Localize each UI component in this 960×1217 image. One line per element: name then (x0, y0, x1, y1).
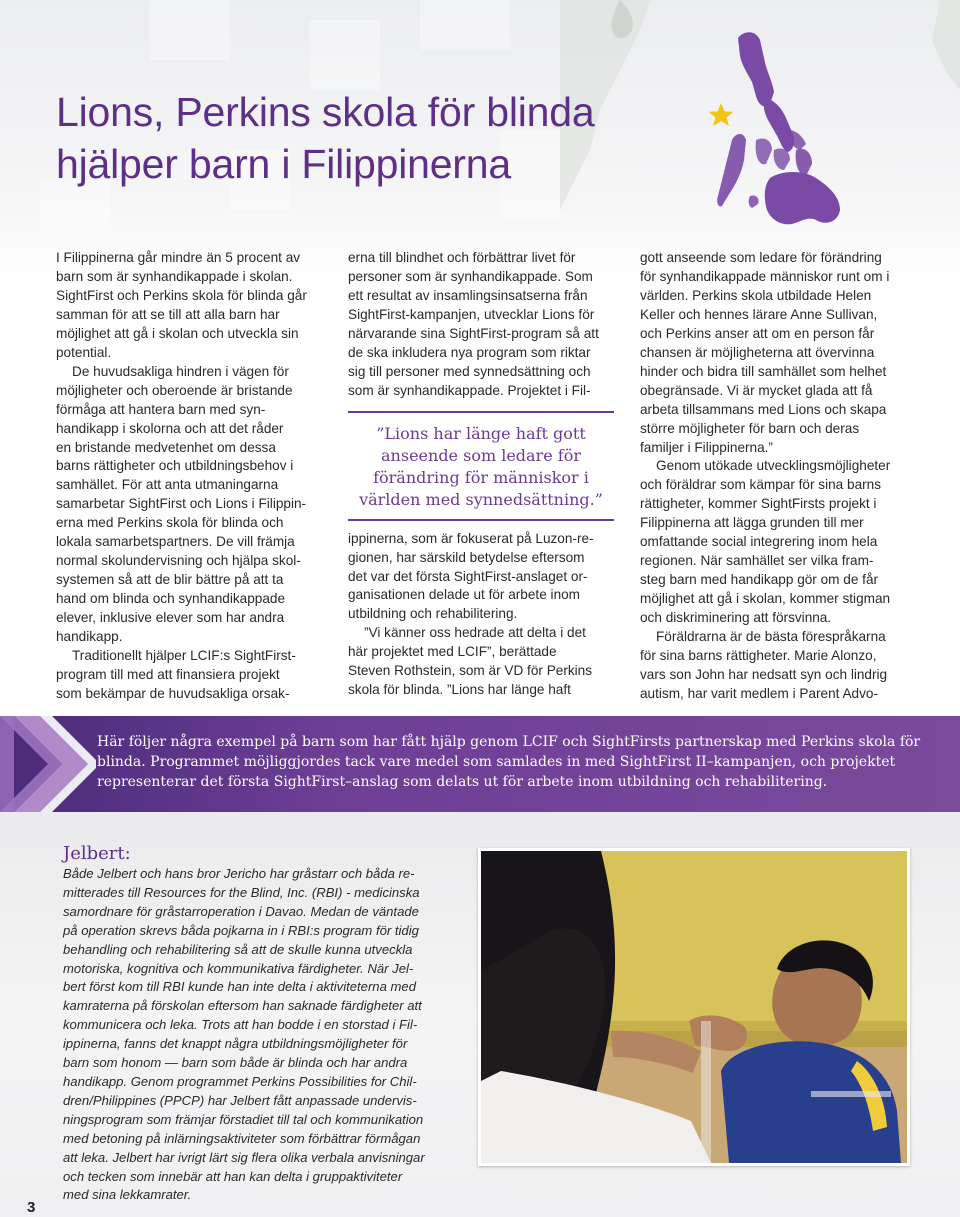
col2-line: gionen, har särskild betydelse eftersom (348, 549, 585, 565)
col2-line: skola för blinda. ”Lions har länge haft (348, 682, 571, 698)
col1-line: systemen så att de blir bättre på att ta (56, 572, 284, 588)
case-line: barn som honom — barn som både är blinda och har andra (63, 1055, 408, 1071)
col2-line: sig till personer med synnedsättning och (348, 363, 591, 379)
col1-line: handikapp. (56, 629, 123, 645)
case-line: samordnare för gråstarroperation i Davao. Medan de väntade (63, 903, 419, 919)
col1-line: barns rättigheter och utbildningsbehov i (56, 458, 294, 474)
col2-line: de ska inkludera nya program som riktar (348, 344, 591, 360)
col3-line: autism, har varit medlem i Parent Advo- (640, 685, 878, 701)
case-line: handikapp. Genom programmet Perkins Possibilities for Chil- (63, 1073, 417, 1089)
pull-quote-line: världen med synnedsättning.” (359, 489, 603, 509)
star-icon (709, 103, 734, 126)
band-line: representerar det första SightFirst–anslag som delats ut för arbete inom utbildning och rehabilitering. (97, 774, 828, 790)
case-line: kommunicera och leka. Trots att han bodde i en storstad i Fil- (63, 1017, 418, 1033)
col3-line: större möjligheter för barn och deras (640, 420, 860, 436)
col2-line: ett resultat av insamlingsinsatserna från (348, 287, 588, 303)
band-line: blinda. Programmet möjliggjordes tack vare medel som samlades in med SightFirst II–kampanjen, och projektet (97, 754, 896, 770)
col2-line: ippinerna, som är fokuserat på Luzon-re- (348, 530, 594, 546)
case-line: med sina lekkamrater. (63, 1187, 192, 1203)
col2-line: här projektet med LCIF”, berättade (348, 644, 557, 660)
col3-line: och föräldrar som kämpar för sina barns (640, 477, 882, 493)
col3-line: rättigheter, kommer SightFirsts projekt i (640, 496, 877, 512)
col3-line: arbeta tillsammans med Lions och skapa (640, 401, 887, 417)
col3-line: steg barn med handikapp gör om de får (640, 572, 879, 588)
col3-line: och diskriminering att försvinna. (640, 610, 832, 626)
col2-line: Steven Rothstein, som är VD för Perkins (348, 663, 593, 679)
pull-quote-line: förändring för människor i (373, 467, 589, 487)
col3-line: familjer i Filippinerna.” (640, 439, 773, 455)
col3-line: världen. Perkins skola utbildade Helen (640, 287, 872, 303)
case-line: mitterades till Resources for the Blind, Inc. (RBI) - medicinska (63, 884, 420, 900)
col1-line: samarbetar SightFirst och Lions i Filippin- (56, 496, 307, 512)
col1-line: normal skolundervisning och hjälpa skol- (56, 553, 301, 569)
col3-line: Keller och hennes lärare Anne Sullivan, (640, 306, 878, 322)
title-line-1: Lions, Perkins skola för blinda (56, 89, 595, 135)
col1-line: förmåga att hantera barn med syn- (56, 401, 266, 417)
col2-line: utbildning och rehabilitering. (348, 606, 518, 622)
case-line: ippinerna, fanns det knappt några utbildningsmöjligheter för (63, 1036, 408, 1052)
case-heading: Jelbert: (63, 843, 131, 864)
col3-line: för synhandikappade människor runt om i (640, 268, 890, 284)
case-line: dren/Philippines (PPCP) har Jelbert fått anpassade undervis- (63, 1092, 417, 1108)
col1-line: handikapp i skolorna och att det råder (56, 420, 284, 436)
column-2 (348, 249, 614, 700)
chevron-right-icon (0, 716, 96, 812)
col2-line: som är synhandikappade. Projektet i Fil- (348, 382, 591, 398)
col2-line: ganisationen delade ut för arbete inom (348, 587, 581, 603)
col3-line: regionen. När samhället ser vilka fram- (640, 553, 874, 569)
case-body (63, 865, 463, 1205)
case-line: med betoning på inlärningsaktiviteter som förbättrar förmågan (63, 1130, 421, 1146)
col3-line: Filippinerna att lägga grunden till mer (640, 515, 864, 531)
col1-line: en bristande medvetenhet om dessa (56, 439, 276, 455)
col1-line: lokala samarbetspartners. De vill främja (56, 534, 295, 550)
pull-quote (348, 411, 614, 521)
col1-line: barn som är synhandikappade i skolan. (56, 268, 293, 284)
col1-line: som bekämpar de huvudsakliga orsak- (56, 685, 290, 701)
col3-line: vars son John har nedsatt syn och lindrig (640, 666, 888, 682)
col1-line: Traditionellt hjälper LCIF:s SightFirst- (72, 648, 296, 664)
info-band-text (97, 732, 937, 792)
photo-child-with-teacher (478, 848, 910, 1166)
col3-line: obegränsade. Vi är mycket glada att få (640, 382, 873, 398)
map-philippines-shape (717, 32, 840, 224)
col3-line: hinder och bidra till samhället som helhet (640, 363, 887, 379)
col2-line: SightFirst-kampanjen, utvecklar Lions för (348, 306, 595, 322)
col1-line: erna med Perkins skola för blinda och (56, 515, 284, 531)
case-line: motoriska, kognitiva och kommunikativa färdigheter. När Jel- (63, 960, 414, 976)
col1-line: möjligheter och oberoende är bristande (56, 382, 293, 398)
col3-line: chansen är möjligheterna att övervinna (640, 344, 875, 360)
col1-line: möjlighet att gå i skolan och utveckla sin (56, 325, 299, 341)
case-line: på operation skrevs båda pojkarna in i RBI:s program för tidig (63, 922, 419, 938)
col3-line: Föräldrarna är de bästa förespråkarna (656, 629, 886, 645)
case-line: bert först kom till RBI kunde han inte delta i aktiviteterna med (63, 979, 416, 995)
col3-line: möjlighet att gå i skolan, kommer stigman (640, 591, 891, 607)
col1-line: potential. (56, 344, 112, 360)
col3-line: omfattande social integrering inom hela (640, 534, 878, 550)
col1-line: samhället. För att anta utmaningarna (56, 477, 279, 493)
col1-line: samman för att se till att alla barn har (56, 306, 280, 322)
pull-quote-line: anseende som ledare för (381, 445, 581, 465)
col2-line: det var det första SightFirst-anslaget or- (348, 568, 588, 584)
case-line: behandling och rehabilitering så att de skulle kunna utveckla (63, 941, 413, 957)
col3-line: Genom utökade utvecklingsmöjligheter (656, 458, 891, 474)
col3-line: och Perkins anser att om en person får (640, 325, 875, 341)
article-title (56, 86, 676, 190)
col1-line: De huvudsakliga hindren i vägen för (72, 363, 289, 379)
page-number: 3 (27, 1199, 36, 1216)
case-line: kamraterna på förskolan eftersom han saknade färdigheter att (63, 998, 422, 1014)
col1-line: hand om blinda och synhandikappade (56, 591, 286, 607)
case-line: Både Jelbert och hans bror Jericho har gråstarr och båda re- (63, 866, 415, 881)
col2-line: personer som är synhandikappade. Som (348, 268, 593, 284)
case-line: ningsprogram som främjar förstadiet till tal och kommunikation (63, 1111, 424, 1127)
col1-line: program till med att finansiera projekt (56, 666, 280, 682)
band-line: Här följer några exempel på barn som har fått hjälp genom LCIF och SightFirsts partnerskap med Perkins skola för (97, 734, 921, 750)
column-1 (56, 249, 324, 704)
col3-line: gott anseende som ledare för förändring (640, 250, 882, 265)
col2-line: ”Vi känner oss hedrade att delta i det (364, 625, 586, 641)
col3-line: för sina barns rättigheter. Marie Alonzo, (640, 648, 877, 664)
col1-line: SightFirst och Perkins skola för blinda går (56, 287, 307, 303)
pull-quote-line: ”Lions har länge haft gott (376, 423, 586, 443)
column-3 (640, 249, 910, 704)
case-line: att leka. Jelbert har ivrigt lärt sig flera olika verbala anvisningar (63, 1149, 425, 1165)
col1-line: elever, inklusive elever som har andra (56, 610, 285, 626)
map-landmass-right (932, 0, 960, 90)
case-line: och tecken som innebär att han kan delta i gruppaktiviteter (63, 1168, 403, 1184)
col1-line: I Filippinerna går mindre än 5 procent av (56, 250, 301, 265)
col2-line: närvarande sina SightFirst-program så att (348, 325, 599, 341)
title-line-2: hjälper barn i Filippinerna (56, 141, 511, 187)
col2-line: erna till blindhet och förbättrar livet för (348, 250, 576, 265)
